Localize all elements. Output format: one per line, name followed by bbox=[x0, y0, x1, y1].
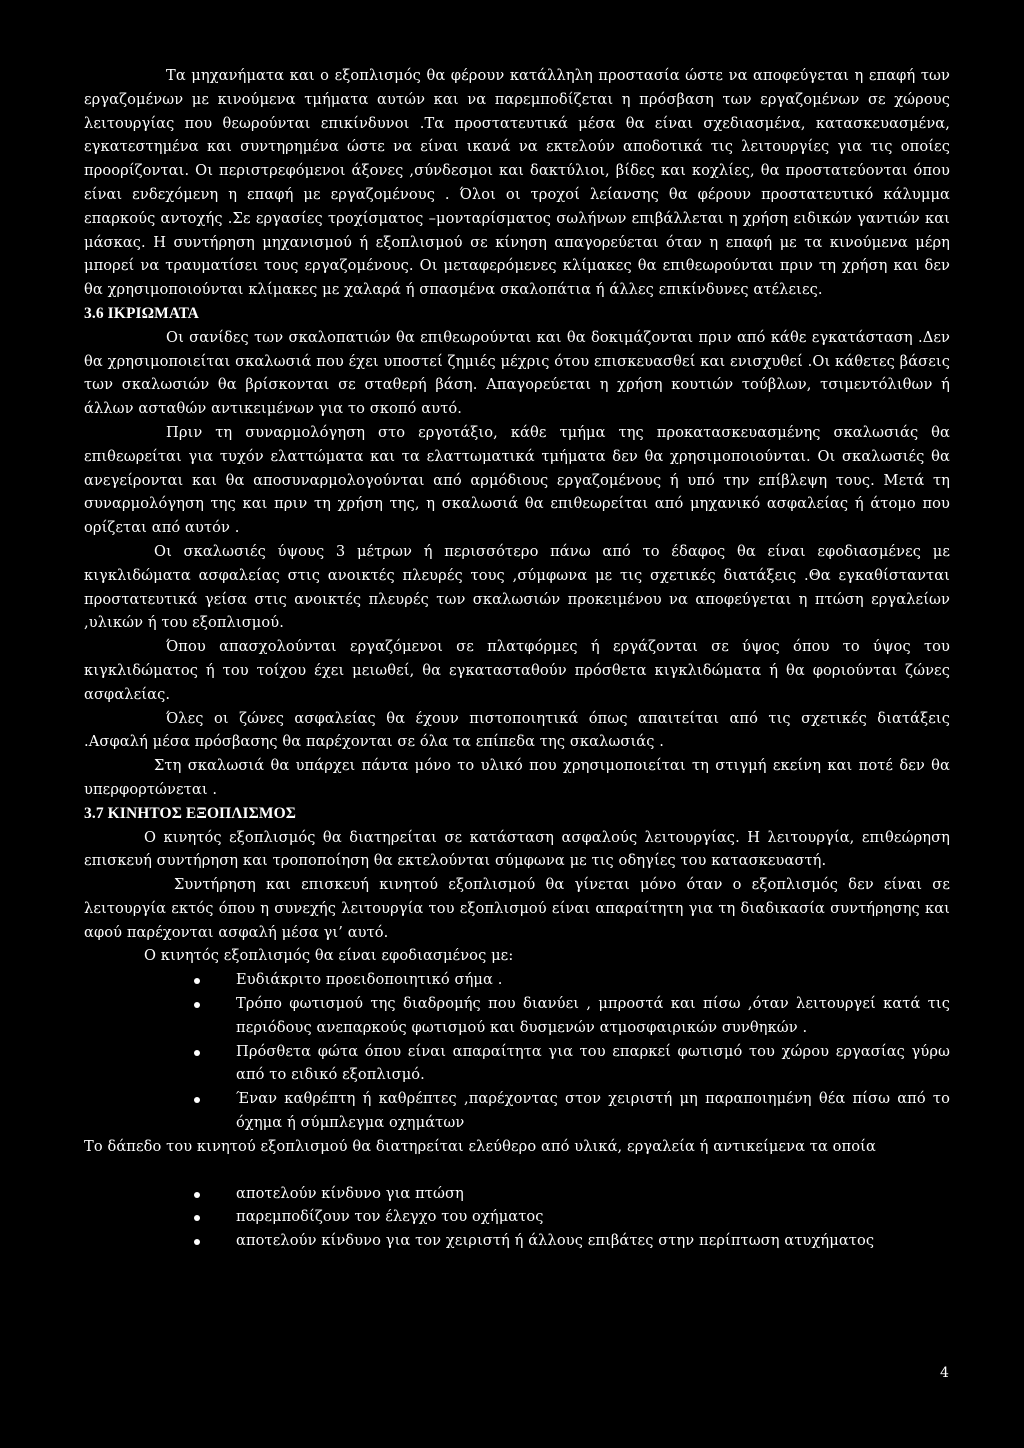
paragraph-mobile-operation: Ο κινητός εξοπλισμός θα διατηρείται σε κατάσταση ασφαλούς λειτουργίας. Η λειτουργία, επιθεώρηση επισκευή συντήρηση και τροποποίηση θα εκτελούνται σύμφωνα με τις οδηγίες του κατασκευαστή. bbox=[84, 828, 950, 870]
document-body bbox=[84, 64, 950, 1253]
bullet-icon bbox=[194, 1215, 200, 1221]
list-item: Τρόπο φωτισμού της διαδρομής που διανύει , μπροστά και πίσω ,όταν λειτουργεί κατά τις περιόδους ανεπαρκούς φωτισμού και δυσμενών ατμοσφαιρικών συνθηκών . bbox=[236, 992, 950, 1040]
paragraph-scaffold-platforms: Όπου απασχολούνται εργαζόμενοι σε πλατφόρμες ή εργάζονται σε ύψος όπου το ύψος του κιγκλιδώματος ή του τοίχου έχει μειωθεί, θα εγκατασταθούν πρόσθετα κιγκλιδώματα ή θα φοριούνται ζώνες ασφαλείας. bbox=[84, 638, 950, 703]
page-number: 4 bbox=[940, 1365, 949, 1381]
bullet-icon bbox=[194, 1192, 200, 1198]
bullet-icon bbox=[194, 1097, 200, 1103]
paragraph-mobile-equipped: Ο κινητός εξοπλισμός θα είναι εφοδιασμένος με: bbox=[144, 947, 514, 965]
list-item: αποτελούν κίνδυνο για πτώση bbox=[236, 1182, 950, 1206]
bullet-icon bbox=[194, 1002, 200, 1008]
list-item: Ευδιάκριτο προειδοποιητικό σήμα . bbox=[236, 968, 950, 992]
spacer bbox=[84, 1159, 950, 1182]
section-heading-mobile-equipment: 3.7 ΚΙΝΗΤΟΣ ΕΞΟΠΛΙΣΜΟΣ bbox=[84, 804, 296, 822]
list-item: Έναν καθρέπτη ή καθρέπτες ,παρέχοντας στον χειριστή μη παραποιημένη θέα πίσω από το όχημα ή σύμπλεγμα οχημάτων bbox=[236, 1087, 950, 1135]
equipment-requirements-list bbox=[84, 968, 950, 1135]
paragraph-floor: Το δάπεδο του κινητού εξοπλισμού θα διατηρείται ελεύθερο από υλικά, εργαλεία ή αντικείμενα τα οποία bbox=[84, 1137, 876, 1155]
bullet-icon bbox=[194, 978, 200, 984]
paragraph-scaffold-railings: Οι σκαλωσιές ύψους 3 μέτρων ή περισσότερο πάνω από το έδαφος θα είναι εφοδιασμένες με κιγκλιδώματα ασφαλείας στις ανοικτές πλευρές τους ,σύμφωνα με τις σχετικές διατάξεις .Θα εγκαθίστανται προστατευτικά γείσα στις ανοικτές πλευρές των σκαλωσιών προκειμένου να αποφεύγεται η πτώση εργαλείων ,υλικών ή του εξοπλισμού. bbox=[84, 542, 950, 632]
list-item: Πρόσθετα φώτα όπου είναι απαραίτητα για του επαρκεί φωτισμό του χώρου εργασίας γύρω από το ειδικό εξοπλισμό. bbox=[236, 1040, 950, 1088]
paragraph-mobile-maintenance: Συντήρηση και επισκευή κινητού εξοπλισμού θα γίνεται μόνο όταν ο εξοπλισμός δεν είναι σε λειτουργία εκτός όπου η συνεχής λειτουργία του εξοπλισμού είναι απαραίτητη για τη διαδικασία συντήρησης και αφού παρέχονται ασφαλή μέσα γι’ αυτό. bbox=[84, 876, 950, 941]
floor-hazards-list bbox=[84, 1182, 950, 1253]
paragraph-scaffold-load: Στη σκαλωσιά θα υπάρχει πάντα μόνο το υλικό που χρησιμοποιείται τη στιγμή εκείνη και ποτέ δεν θα υπερφορτώνεται . bbox=[84, 757, 950, 798]
paragraph-machinery: Τα μηχανήματα και ο εξοπλισμός θα φέρουν κατάλληλη προστασία ώστε να αποφεύγεται η επαφή των εργαζομένων με κινούμενα τμήματα αυτών και να παρεμποδίζεται η πρόσβαση των εργαζομένων σε χώρους λειτουργίας που θεωρούνται επικίνδυνοι .Τα προστατευτικά μέσα θα είναι σχεδιασμένα, κατασκευασμένα, εγκατεστημένα και συντηρημένα ώστε να είναι ικανά να εκτελούν αποδοτικά τις λειτουργίες για τις οποίες προορίζονται. Οι περιστρεφόμενοι άξονες ,σύνδεσμοι και δακτύλιοι, βίδες και κοχλίες, θα προστατεύονται όπου είναι ενδεχόμενη η επαφή με εργαζομένους . Όλοι οι τροχοί λείανσης θα φέρουν προστατευτικό κάλυμμα επαρκούς αντοχής .Σε εργασίες τροχίσματος –μονταρίσματος σωλήνων επιβάλλεται η χρήση ειδικών γαντιών και μάσκας. Η συντήρηση μηχανισμού ή εξοπλισμού σε κίνηση απαγορεύεται όταν η επαφή με τα κινούμενα μέρη μπορεί να τραυματίσει τους εργαζομένους. Οι μεταφερόμενες κλίμακες θα επιθεωρούνται πριν τη χρήση και δεν θα χρησιμοποιούνται κλίμακες με χαλαρά ή σπασμένα σκαλοπάτια ή άλλες επικίνδυνες ατέλειες. bbox=[84, 67, 950, 299]
bullet-icon bbox=[194, 1050, 200, 1056]
paragraph-safety-belts: Όλες οι ζώνες ασφαλείας θα έχουν πιστοποιητικά όπως απαιτείται από τις σχετικές διατάξεις .Ασφαλή μέσα πρόσβασης θα παρέχονται σε όλα τα επίπεδα της σκαλωσιάς . bbox=[84, 709, 950, 751]
section-heading-scaffolding: 3.6 ΙΚΡΙΩΜΑΤΑ bbox=[84, 304, 199, 322]
bullet-icon bbox=[194, 1239, 200, 1245]
list-item: αποτελούν κίνδυνο για τον χειριστή ή άλλους επιβάτες στην περίπτωση ατυχήματος bbox=[236, 1229, 950, 1253]
paragraph-scaffold-boards: Οι σανίδες των σκαλοπατιών θα επιθεωρούνται και θα δοκιμάζονται πριν από κάθε εγκατάσταση .Δεν θα χρησιμοποιείται σκαλωσιά που έχει υποστεί ζημιές μέχρις ότου επισκευασθεί και ενισχυθεί .Οι κάθετες βάσεις των σκαλωσιών θα βρίσκονται σε σταθερή βάση. Απαγορεύεται η χρήση κουτιών τούβλων, τσιμεντόλιθων ή άλλων ασταθών αντικειμένων για το σκοπό αυτό. bbox=[84, 328, 950, 418]
paragraph-scaffold-assembly: Πριν τη συναρμολόγηση στο εργοτάξιο, κάθε τμήμα της προκατασκευασμένης σκαλωσιάς θα επιθεωρείται για τυχόν ελαττώματα και τα ελαττωματικά τμήματα δεν θα χρησιμοποιούνται. Οι σκαλωσιές θα ανεγείρονται και θα αποσυναρμολογούνται από αρμόδιους εργαζομένους ή υπό την επίβλεψη τους. Μετά τη συναρμολόγηση της και πριν τη χρήση της, η σκαλωσιά θα επιθεωρείται από μηχανικό ασφαλείας ή άτομο που ορίζεται από αυτόν . bbox=[84, 423, 950, 537]
list-item: παρεμποδίζουν τον έλεγχο του οχήματος bbox=[236, 1205, 950, 1229]
